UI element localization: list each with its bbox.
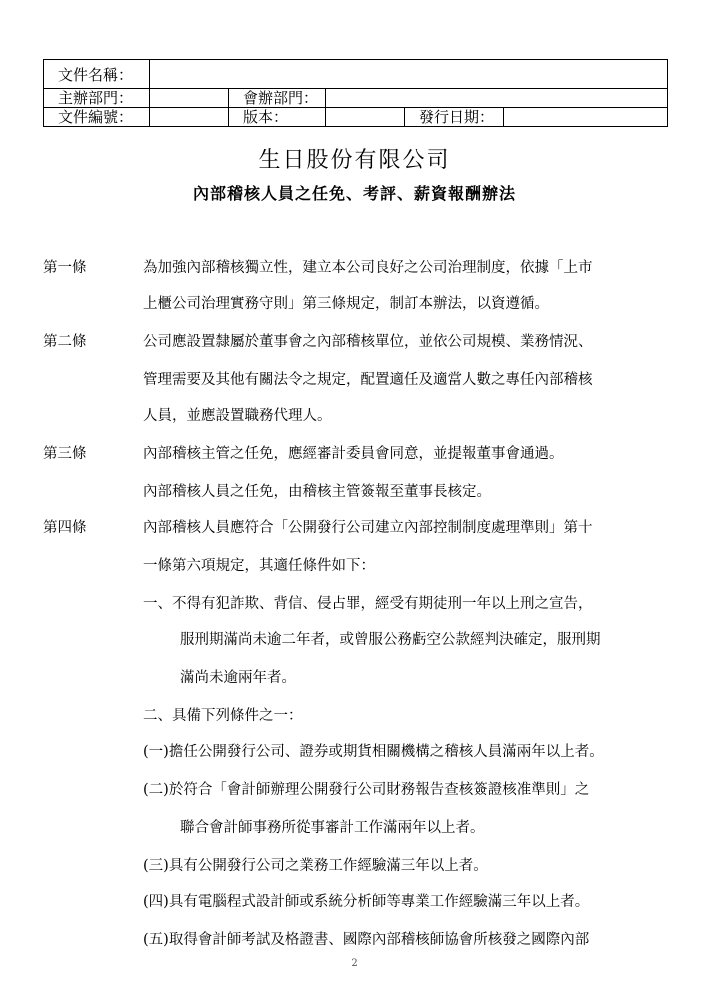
article-1-line-1: 為加強內部稽核獨立性，建立本公司良好之公司治理制度，依據「上市 [143,260,593,276]
article-3-line-2: 內部稽核人員之任免，由稽核主管簽報至董事長核定。 [143,484,491,500]
doc-no-label: 文件編號： [44,108,150,127]
item-1-line-1: 一、不得有犯詐欺、背信、侵占罪，經受有期徒刑一年以上刑之宣告， [143,596,593,612]
issue-date-label: 發行日期： [405,108,504,127]
article-4-number: 第四條 [43,520,87,536]
sub-item-4: (四)具有電腦程式設計師或系統分析師等專業工作經驗滿三年以上者。 [143,894,590,910]
article-4-line-2: 一條第六項規定，其適任條件如下： [143,558,375,574]
doc-name-label: 文件名稱： [44,60,150,89]
sub-item-5: (五)取得會計師考試及格證書、國際內部稽核師協會所核發之國際內部 [143,932,590,948]
version-value [326,108,405,127]
host-dept-label: 主辦部門： [44,89,150,108]
article-2-line-3: 人員，並應設置職務代理人。 [143,408,332,424]
article-2-number: 第二條 [43,334,87,350]
doc-no-value [150,108,229,127]
article-3-line-1: 內部稽核主管之任免，應經審計委員會同意，並提報董事會通過。 [143,446,564,462]
host-dept-value [150,89,229,108]
page-number: 2 [351,958,358,969]
document-subtitle: 內部稽核人員之任免、考評、薪資報酬辦法 [192,184,516,203]
co-dept-label: 會辦部門： [229,89,326,108]
sub-item-1: (一)擔任公開發行公司、證券或期貨相關機構之稽核人員滿兩年以上者。 [143,744,604,760]
article-4-line-1: 內部稽核人員應符合「公開發行公司建立內部控制制度處理準則」第十 [143,520,593,536]
doc-name-value [150,60,668,89]
article-1-line-2: 上櫃公司治理實務守則」第三條規定，制訂本辦法，以資遵循。 [143,296,549,312]
document-header-table [43,59,668,127]
article-1-number: 第一條 [43,260,87,276]
item-1-line-3: 滿尚未逾兩年者。 [180,670,296,686]
co-dept-value [326,89,668,108]
version-label: 版本： [229,108,326,127]
article-3-number: 第三條 [43,446,87,462]
article-2-line-2: 管理需要及其他有關法令之規定，配置適任及適當人數之專任內部稽核 [143,372,593,388]
sub-item-3: (三)具有公開發行公司之業務工作經驗滿三年以上者。 [143,858,488,874]
sub-item-2-line-2: 聯合會計師事務所從事審計工作滿兩年以上者。 [180,820,485,836]
sub-item-2-line-1: (二)於符合「會計師辦理公開發行公司財務報告查核簽證核准準則」之 [143,782,590,798]
company-title: 生日股份有限公司 [258,148,451,173]
item-1-line-2: 服刑期滿尚未逾二年者，或曾服公務虧空公款經判決確定，服刑期 [180,632,601,648]
article-2-line-1: 公司應設置隸屬於董事會之內部稽核單位，並依公司規模、業務情況、 [143,334,593,350]
issue-date-value [504,108,668,127]
item-2: 二、具備下列條件之一： [143,708,303,724]
